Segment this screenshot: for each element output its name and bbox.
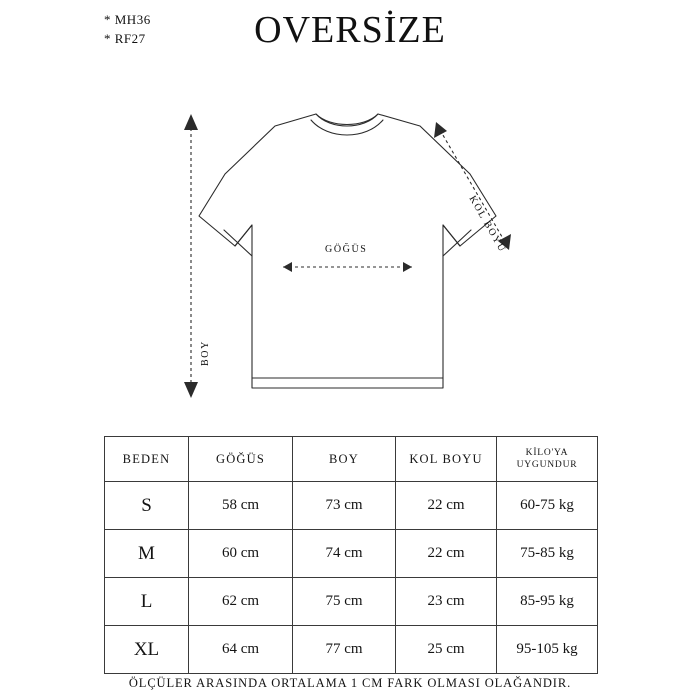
cell-sleeve: 25 cm <box>396 626 497 674</box>
cell-size: M <box>105 530 189 578</box>
cell-length: 75 cm <box>293 578 396 626</box>
cell-sleeve: 22 cm <box>396 530 497 578</box>
cell-weight: 95-105 kg <box>497 626 598 674</box>
product-code-1: * MH36 <box>104 12 151 27</box>
cell-weight: 85-95 kg <box>497 578 598 626</box>
cell-chest: 62 cm <box>189 578 293 626</box>
cell-length: 73 cm <box>293 482 396 530</box>
sleeve-label: KOL BOYU <box>466 194 508 255</box>
size-table <box>104 436 598 674</box>
table-header-gogus: GÖĞÜS <box>189 437 293 482</box>
kilo-header-line2: UYGUNDUR <box>516 460 578 470</box>
size-table-wrapper <box>104 436 597 674</box>
size-diagram <box>0 70 700 420</box>
cell-chest: 60 cm <box>189 530 293 578</box>
cell-size: L <box>105 578 189 626</box>
table-header-beden: BEDEN <box>105 437 189 482</box>
table-row <box>105 530 598 578</box>
sleeve-measure-arrow <box>434 122 511 250</box>
cell-chest: 64 cm <box>189 626 293 674</box>
table-row <box>105 578 598 626</box>
cell-size: S <box>105 482 189 530</box>
length-measure-arrow <box>184 114 198 398</box>
table-header-kiloya-uygundur <box>497 437 598 482</box>
kilo-header-line1: KİLO'YA <box>525 448 569 458</box>
page-title: OVERSİZE <box>254 9 446 51</box>
table-header-row <box>105 437 598 482</box>
table-header-kol-boyu: KOL BOYU <box>396 437 497 482</box>
cell-size: XL <box>105 626 189 674</box>
cell-sleeve: 23 cm <box>396 578 497 626</box>
product-code-2: * RF27 <box>104 31 146 46</box>
table-header-boy: BOY <box>293 437 396 482</box>
table-row <box>105 626 598 674</box>
cell-length: 77 cm <box>293 626 396 674</box>
chest-label: GÖĞÜS <box>325 244 368 255</box>
chest-measure-arrow <box>283 256 412 278</box>
footnote: ÖLÇÜLER ARASINDA ORTALAMA 1 CM FARK OLMASI OLAĞANDIR. <box>128 676 572 690</box>
table-row <box>105 482 598 530</box>
cell-chest: 58 cm <box>189 482 293 530</box>
cell-sleeve: 22 cm <box>396 482 497 530</box>
cell-length: 74 cm <box>293 530 396 578</box>
length-label: BOY <box>200 340 211 366</box>
cell-weight: 75-85 kg <box>497 530 598 578</box>
cell-weight: 60-75 kg <box>497 482 598 530</box>
